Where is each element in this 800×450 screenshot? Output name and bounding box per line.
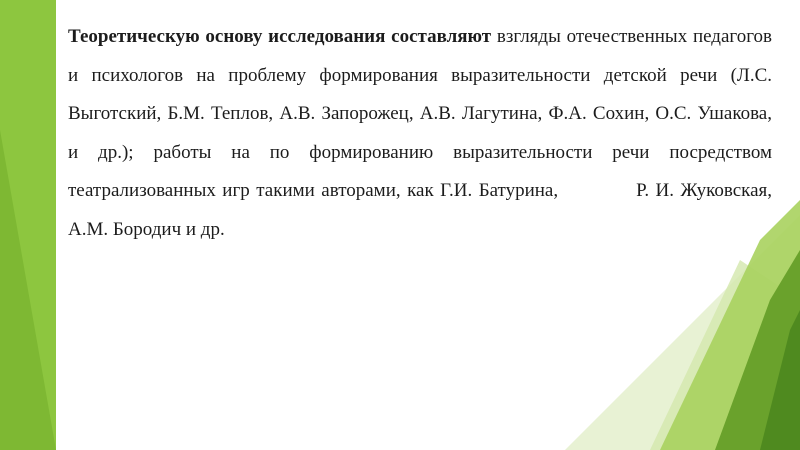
paragraph-bold-lead: Теоретическую основу исследования составляют [68,26,492,47]
body-paragraph [68,18,772,249]
paragraph-text: взгляды отечественных педагогов и психологов на проблему формирования выразительности детской речи (Л.С. Выготский, Б.М. Теплов, А.В. Запорожец, А.В. Лагутина, Ф.А. Сохин, О.С. Ушакова, и др.); работы на по формированию выразительности речи посредством театрализованных игр такими авторами, как Г.И. Батурина, [68,26,773,201]
paragraph-text-end: Р. И. Жуковская, А.М. Бородич и др. [68,180,772,240]
